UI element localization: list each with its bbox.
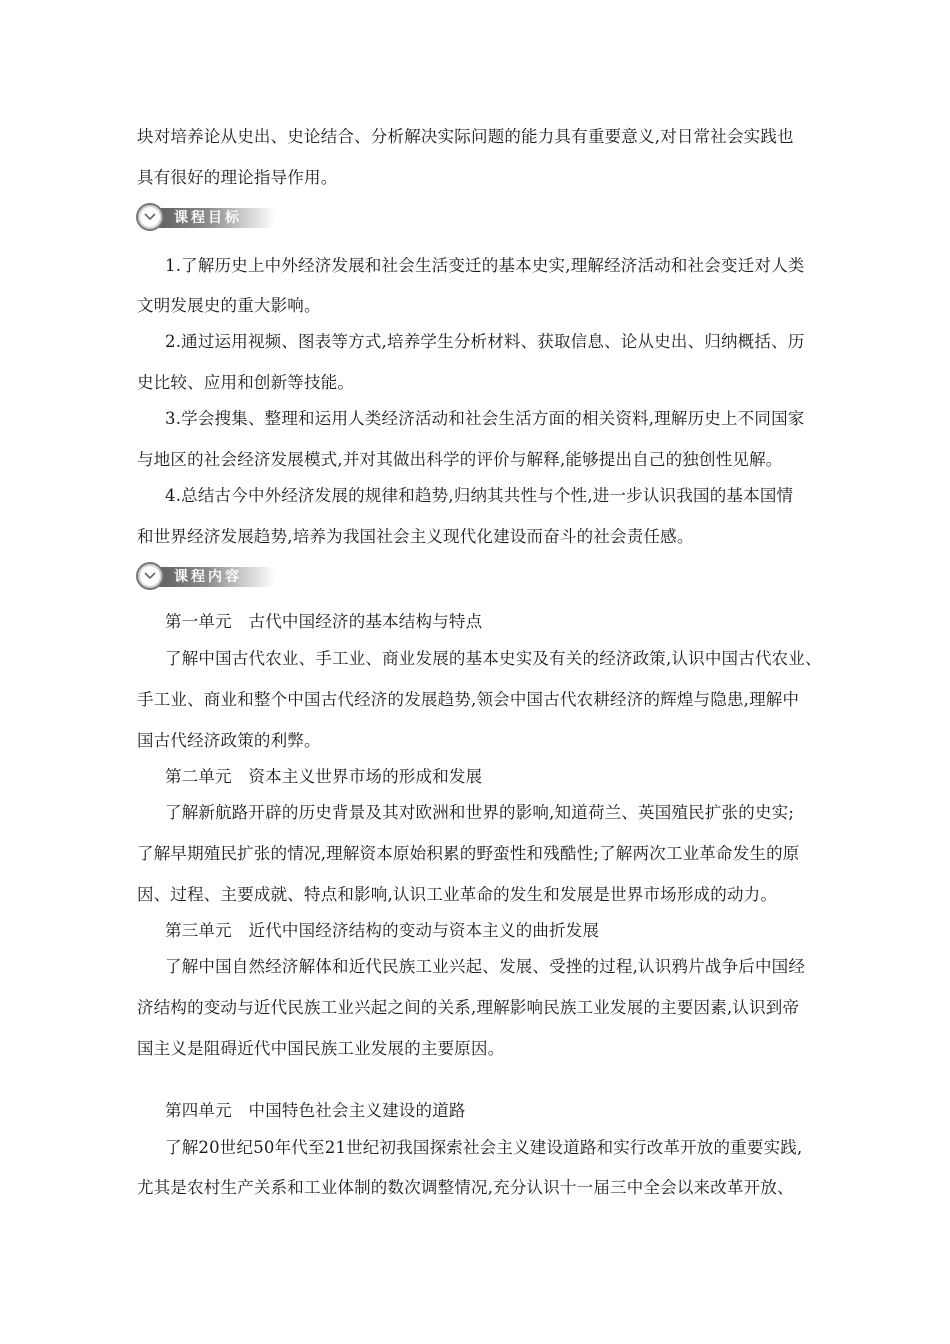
goal-line: 2.通过运用视频、图表等方式,培养学生分析材料、获取信息、论从史出、归纳概括、历 [165,332,805,351]
goal-line: 4.总结古今中外经济发展的规律和趋势,归纳其共性与个性,进一步认识我国的基本国情 [165,486,794,505]
goal-line: 史比较、应用和创新等技能。 [137,373,355,392]
unit-line: 了解中国古代农业、手工业、商业发展的基本史实及有关的经济政策,认识中国古代农业、 [165,649,822,668]
unit-title: 第三单元 近代中国经济结构的变动与资本主义的曲折发展 [165,921,600,940]
unit-title: 第四单元 中国特色社会主义建设的道路 [165,1101,466,1120]
unit-line: 济结构的变动与近代民族工业兴起之间的关系,理解影响民族工业发展的主要因素,认识到帝 [137,998,800,1017]
section-heading-label: 课程内容 [174,569,242,585]
chevron-down-icon [136,203,164,231]
intro-line: 具有很好的理论指导作用。 [137,168,338,187]
section-heading-content [136,562,276,592]
unit-title: 第一单元 古代中国经济的基本结构与特点 [165,612,483,631]
section-heading-goals [136,203,276,233]
intro-line: 块对培养论从史出、史论结合、分析解决实际问题的能力具有重要意义,对日常社会实践也 [137,127,794,146]
unit-line: 了解早期殖民扩张的情况,理解资本原始积累的野蛮性和残酷性;了解两次工业革命发生的原 [137,844,800,863]
unit-line: 手工业、商业和整个中国古代经济的发展趋势,领会中国古代农耕经济的辉煌与隐患,理解中 [137,690,800,709]
unit-line: 尤其是农村生产关系和工业体制的数次调整情况,充分认识十一届三中全会以来改革开放、 [137,1178,794,1197]
unit-line: 国主义是阻碍近代中国民族工业发展的主要原因。 [137,1039,505,1058]
goal-line: 文明发展史的重大影响。 [137,296,321,315]
goal-line: 3.学会搜集、整理和运用人类经济活动和社会生活方面的相关资料,理解历史上不同国家 [165,409,805,428]
unit-line: 因、过程、主要成就、特点和影响,认识工业革命的发生和发展是世界市场形成的动力。 [137,885,778,904]
chevron-down-icon [136,562,164,590]
section-heading-label: 课程目标 [174,210,242,226]
unit-line: 国古代经济政策的利弊。 [137,731,321,750]
unit-title: 第二单元 资本主义世界市场的形成和发展 [165,767,483,786]
unit-line: 了解新航路开辟的历史背景及其对欧洲和世界的影响,知道荷兰、英国殖民扩张的史实; [165,803,795,822]
goal-line: 和世界经济发展趋势,培养为我国社会主义现代化建设而奋斗的社会责任感。 [137,527,694,546]
unit-line: 了解中国自然经济解体和近代民族工业兴起、发展、受挫的过程,认识鸦片战争后中国经 [165,957,806,976]
unit-line: 了解20世纪50年代至21世纪初我国探索社会主义建设道路和实行改革开放的重要实践, [165,1138,803,1157]
goal-line: 1.了解历史上中外经济发展和社会生活变迁的基本史实,理解经济活动和社会变迁对人类 [165,256,805,275]
goal-line: 与地区的社会经济发展模式,并对其做出科学的评价与解释,能够提出自己的独创性见解。 [137,450,783,469]
